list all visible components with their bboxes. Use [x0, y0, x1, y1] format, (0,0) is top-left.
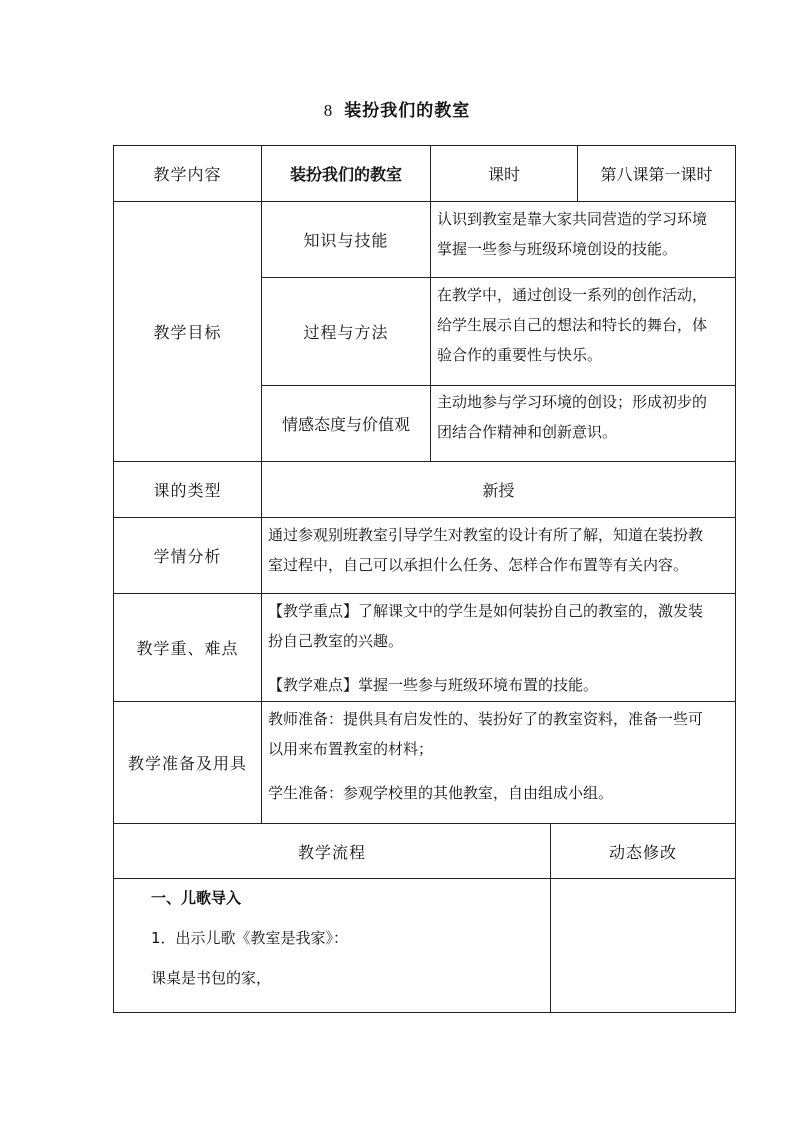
objective-category: 过程与方法	[303, 323, 389, 342]
objective-category: 情感态度与价值观	[281, 415, 410, 434]
text-line: 团结合作精神和创新意识。	[437, 423, 618, 441]
key-points-text	[268, 596, 703, 700]
preparation-text	[268, 704, 703, 808]
objective-category-cell	[261, 201, 431, 278]
period-label-cell	[430, 145, 578, 202]
revision-body-cell	[550, 878, 736, 1013]
revision-header-cell	[550, 823, 736, 879]
analysis-text	[268, 520, 703, 580]
period-value-cell	[577, 145, 736, 202]
analysis-label-cell	[113, 517, 262, 594]
objective-detail-text	[437, 387, 707, 447]
process-header-cell	[113, 823, 551, 879]
period-label: 课时	[487, 165, 520, 184]
text-line: 主动地参与学习环境的创设；形成初步的	[437, 393, 708, 411]
objective-category: 知识与技能	[303, 231, 389, 250]
key-focus-line: 【教学重点】了解课文中的学生是如何装扮自己的教室的，激发装	[268, 602, 704, 620]
lesson-type-label-cell	[113, 461, 262, 518]
text-line: 室过程中，自己可以承担什么任务、怎样合作布置等有关内容。	[268, 556, 689, 574]
lesson-type-value-cell	[261, 461, 736, 518]
key-difficulty-line: 【教学难点】掌握一些参与班级环境布置的技能。	[268, 676, 599, 694]
objective-category-cell	[261, 385, 431, 462]
document-title	[0, 96, 794, 121]
poem-line: 课桌是书包的家，	[151, 969, 272, 987]
revision-header: 动态修改	[608, 842, 677, 862]
text-line: 掌握一些参与班级环境创设的技能。	[437, 240, 678, 258]
objective-detail-text	[437, 204, 707, 264]
title-text: 装扮我们的教室	[344, 101, 471, 121]
text-line: 给学生展示自己的想法和特长的舞台，体	[437, 316, 708, 334]
key-points-label-cell	[113, 593, 262, 702]
teacher-prep-line: 以用来布置教室的材料；	[268, 740, 434, 758]
content-value-cell	[261, 145, 431, 202]
objective-detail-text	[437, 280, 707, 370]
content-label: 教学内容	[153, 165, 222, 184]
key-focus-line: 扮自己教室的兴趣。	[268, 632, 404, 650]
objective-category-cell	[261, 277, 431, 386]
period-value: 第八课第一课时	[600, 165, 713, 184]
analysis-label: 学情分析	[153, 547, 222, 566]
section-title: 一、儿歌导入	[151, 889, 242, 907]
text-line: 验合作的重要性与快乐。	[437, 346, 603, 364]
title-number: 8	[323, 101, 334, 120]
objectives-label: 教学目标	[153, 323, 222, 342]
text-line: 在教学中，通过创设一系列的创作活动，	[437, 286, 708, 304]
student-prep-line: 学生准备：参观学校里的其他教室，自由组成小组。	[268, 784, 614, 802]
preparation-label: 教学准备及用具	[127, 754, 247, 773]
content-value: 装扮我们的教室	[289, 165, 402, 184]
content-label-cell	[113, 145, 262, 202]
preparation-label-cell	[113, 701, 262, 824]
text-line: 通过参观别班教室引导学生对教室的设计有所了解，知道在装扮教	[268, 526, 704, 544]
key-points-label: 教学重、难点	[136, 639, 239, 658]
lesson-type-label: 课的类型	[153, 481, 222, 500]
lesson-type-value: 新授	[482, 481, 515, 500]
process-body-text	[151, 881, 348, 995]
process-header: 教学流程	[297, 842, 366, 862]
teacher-prep-line: 教师准备：提供具有启发性的、装扮好了的教室资料，准备一些可	[268, 710, 704, 728]
text-line: 认识到教室是靠大家共同营造的学习环境	[437, 210, 708, 228]
objectives-label-cell	[113, 201, 262, 462]
process-step: 1．出示儿歌《教室是我家》：	[151, 929, 349, 947]
